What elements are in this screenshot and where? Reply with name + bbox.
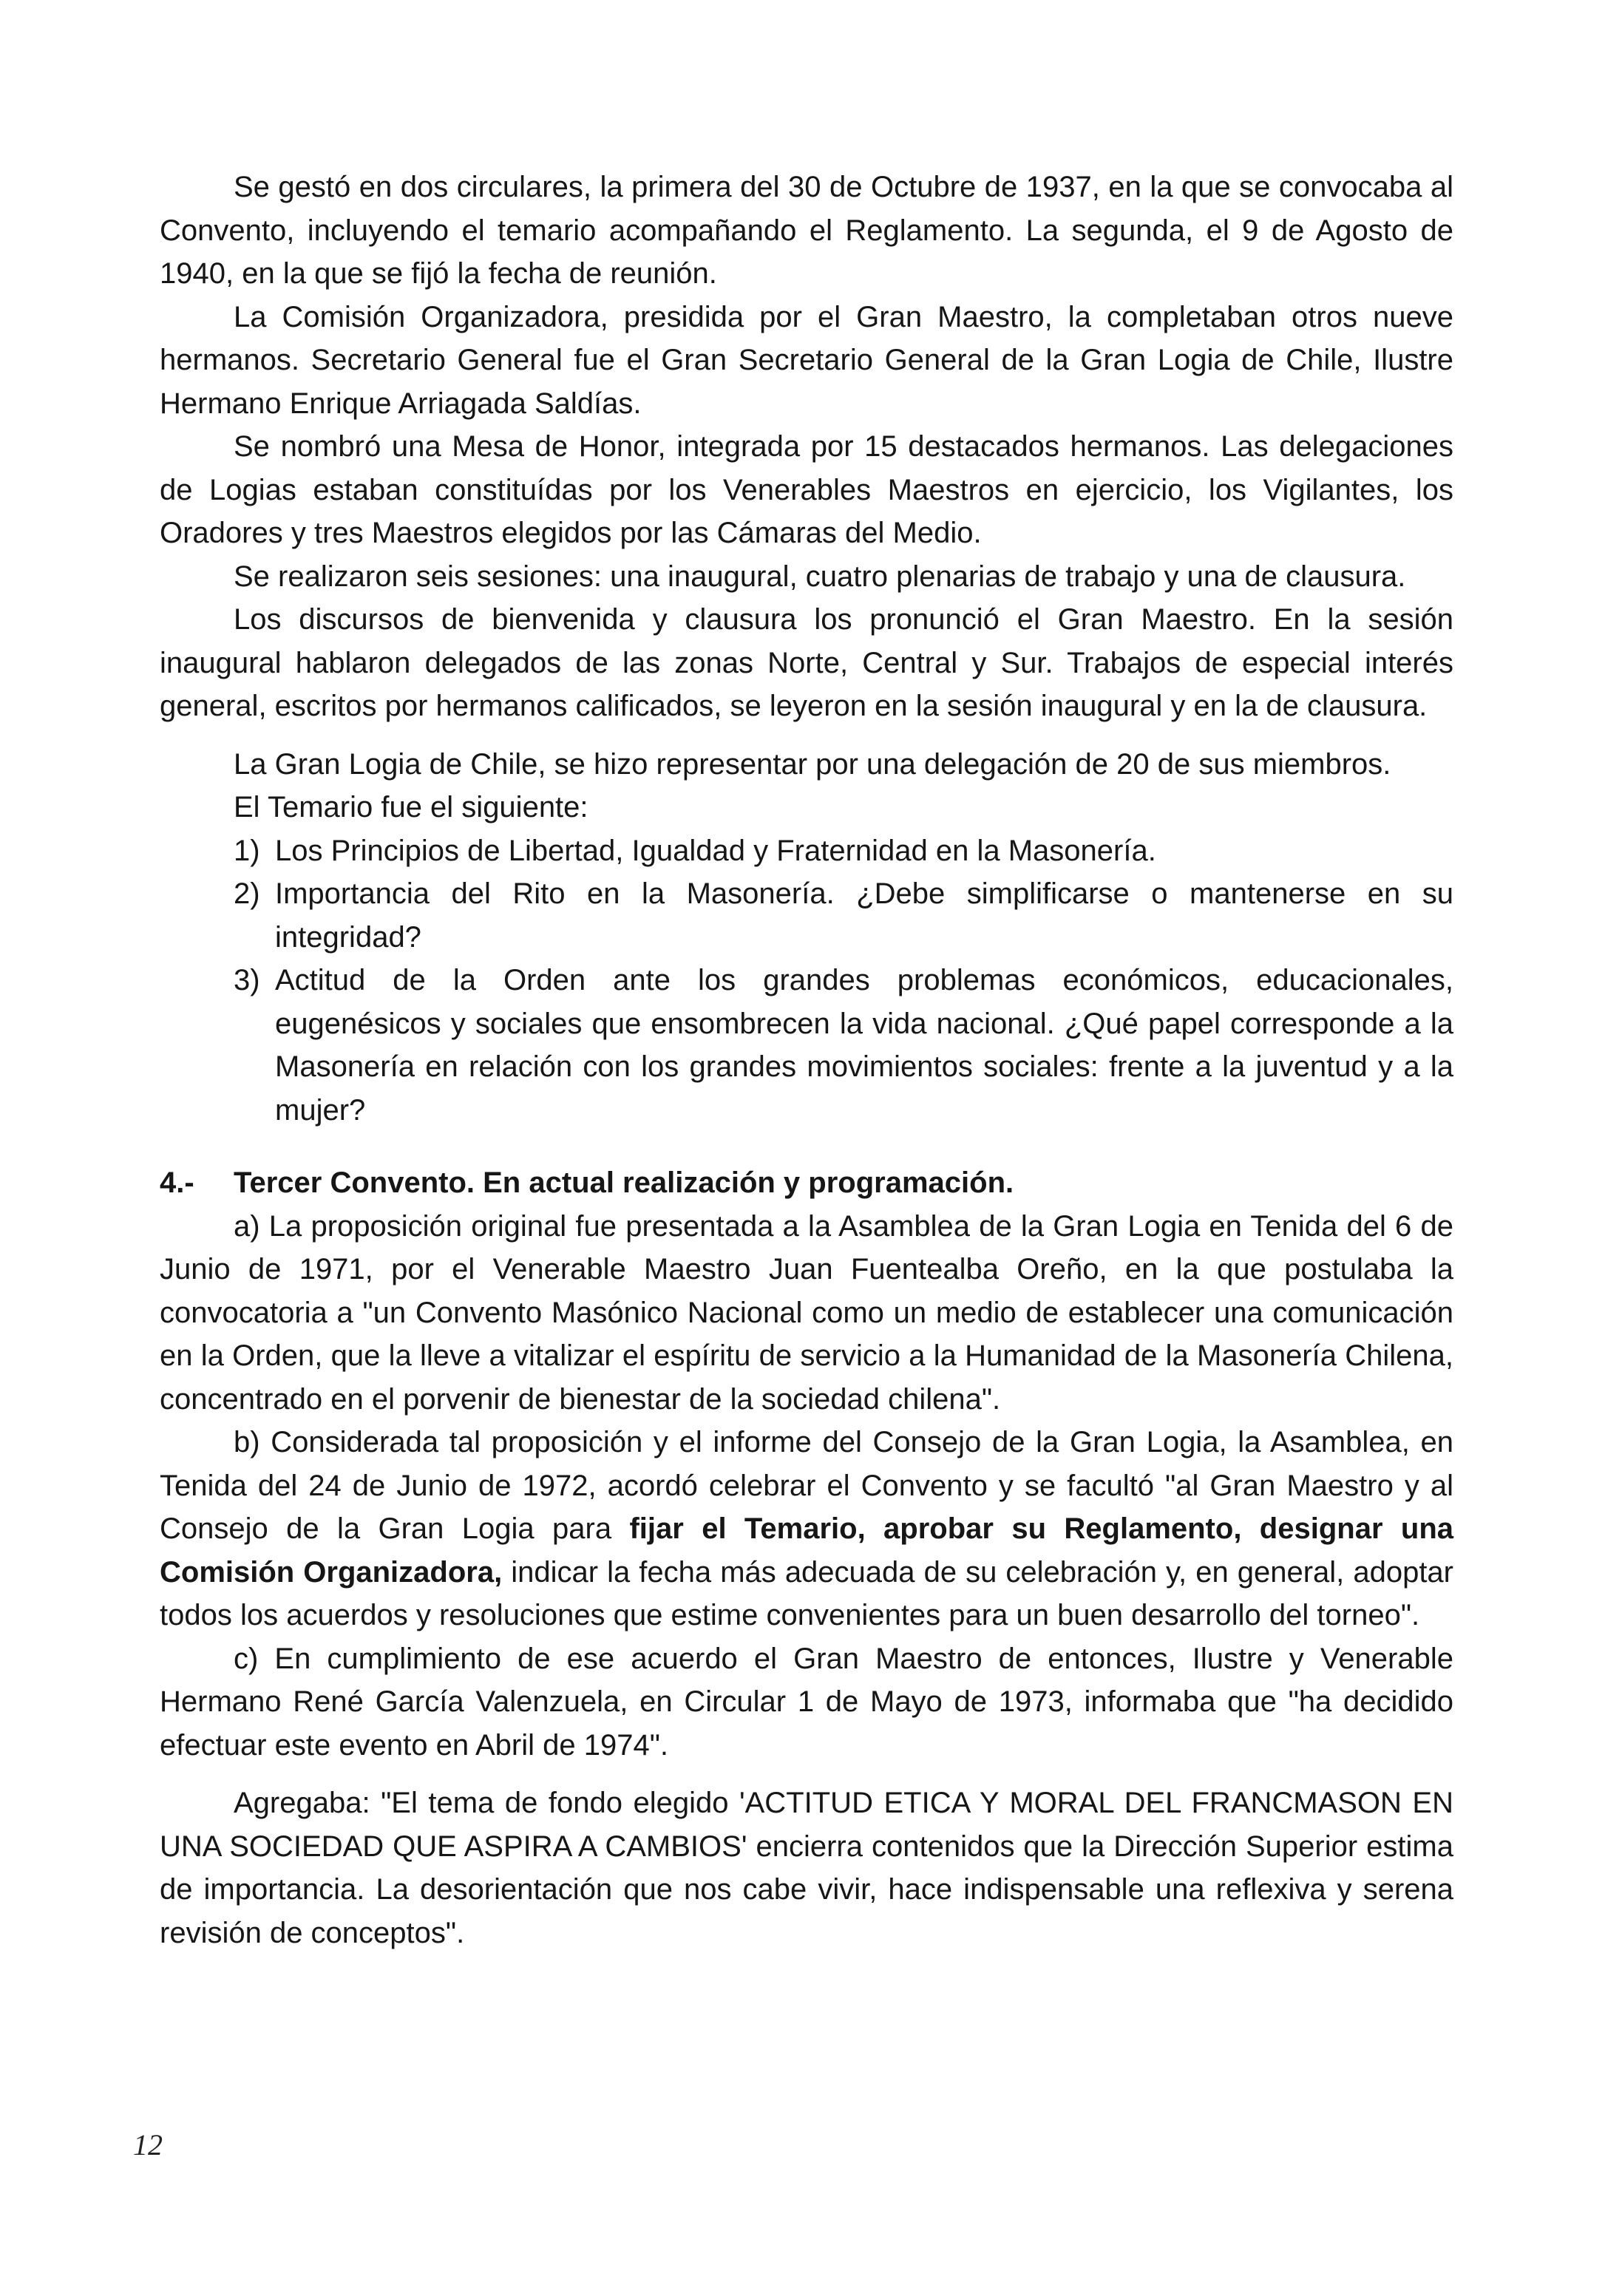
paragraph-mesa-honor: Se nombró una Mesa de Honor, integrada por 15 destacados hermanos. Las delegaciones de Logias estaban constituídas por los Venerables Maestros en ejercicio, los Vigilantes, los Oradores y tres Maestros elegidos por las Cámaras del Medio. [160, 430, 1453, 549]
paragraph-discursos: Los discursos de bienvenida y clausura los pronunció el Gran Maestro. En la sesión inaugural hablaron delegados de las zonas Norte, Central y Sur. Trabajos de especial interés general, escritos por hermanos calificados, se leyeron en la sesión inaugural y en la de clausura. [160, 603, 1453, 722]
paragraph-temario-intro: El Temario fue el siguiente: [234, 791, 588, 823]
paragraph-delegacion: La Gran Logia de Chile, se hizo representar por una delegación de 20 de sus miembros. [234, 747, 1391, 781]
page-number: 12 [133, 2128, 163, 2161]
paragraph-a: a) La proposición original fue presentada a la Asamblea de la Gran Logia en Tenida del 6 de Junio de 1971, por el Venerable Maestro Juan Fuentealba Oreño, en la que postulaba la convocatoria a "un Convento Masónico Nacional como un medio de establecer una comunicación en la Orden, que la lleve a vitalizar el espíritu de servicio a la Humanidad de la Masonería Chilena, concentrado en el porvenir de bienestar de la sociedad chilena". [160, 1209, 1453, 1416]
paragraph-b-bold: fijar el Temario, aprobar su Reglamento, designar una Comisión Organizadora, [160, 1512, 1453, 1589]
paragraph-sesiones: Se realizaron seis sesiones: una inaugural, cuatro plenarias de trabajo y una de clausura. [234, 560, 1406, 593]
body-text [160, 166, 1453, 1954]
temario-list [160, 829, 1453, 1132]
paragraph-b-text-end: indicar la fecha más adecuada de su celebración y, en general, adoptar todos los acuerdos y resoluciones que estime convenientes para un buen desarrollo del torneo". [160, 1555, 1453, 1631]
section-title: Tercer Convento. En actual realización y programación. [234, 1166, 1014, 1199]
list-item [234, 829, 1453, 873]
list-item [234, 959, 1453, 1132]
list-item-text: Actitud de la Orden ante los grandes problemas económicos, educacionales, eugenésicos y sociales que ensombrecen la vida nacional. ¿Qué papel corresponde a la Masonería en relación con los grandes movimientos sociales: frente a la juventud y a la mujer? [275, 964, 1453, 1127]
paragraph-b-text-start: b) Considerada tal proposición y el informe del Consejo de la Gran Logia, la Asamblea, en Tenida del 24 de Junio de 1972, acordó celebrar el Convento y se facultó "al Gran Maestro y al Consejo de la Gran Logia para [160, 1426, 1453, 1545]
list-item-number: 3) [234, 964, 260, 996]
paragraph-c: c) En cumplimiento de ese acuerdo el Gran Maestro de entonces, Ilustre y Venerable Hermano René García Valenzuela, en Circular 1 de Mayo de 1973, informaba que "ha decidido efectuar este evento en Abril de 1974". [160, 1642, 1453, 1762]
list-item-number: 2) [234, 877, 260, 910]
list-item [234, 872, 1453, 959]
paragraph-comision: La Comisión Organizadora, presidida por el Gran Maestro, la completaban otros nueve hermanos. Secretario General fue el Gran Secretario General de la Gran Logia de Chile, Ilustre Hermano Enrique Arriagada Saldías. [160, 300, 1453, 420]
list-item-text: Importancia del Rito en la Masonería. ¿Debe simplificarse o mantenerse en su integridad? [275, 877, 1453, 954]
section-number: 4.- [160, 1166, 194, 1199]
paragraph-agregaba: Agregaba: "El tema de fondo elegido 'ACTITUD ETICA Y MORAL DEL FRANCMASON EN UNA SOCIEDAD QUE ASPIRA A CAMBIOS' encierra contenidos que la Dirección Superior estima de importancia. La desorientación que nos cabe vivir, hace indispensable una reflexiva y serena revisión de conceptos". [160, 1787, 1453, 1949]
list-item-text: Los Principios de Libertad, Igualdad y Fraternidad en la Masonería. [275, 834, 1156, 867]
paragraph-b [160, 1421, 1453, 1637]
section-heading [160, 1161, 1453, 1205]
list-item-number: 1) [234, 834, 260, 867]
paragraph-circulares: Se gestó en dos circulares, la primera del 30 de Octubre de 1937, en la que se convocaba al Convento, incluyendo el temario acompañando el Reglamento. La segunda, el 9 de Agosto de 1940, en la que se fijó la fecha de reunión. [160, 171, 1453, 290]
